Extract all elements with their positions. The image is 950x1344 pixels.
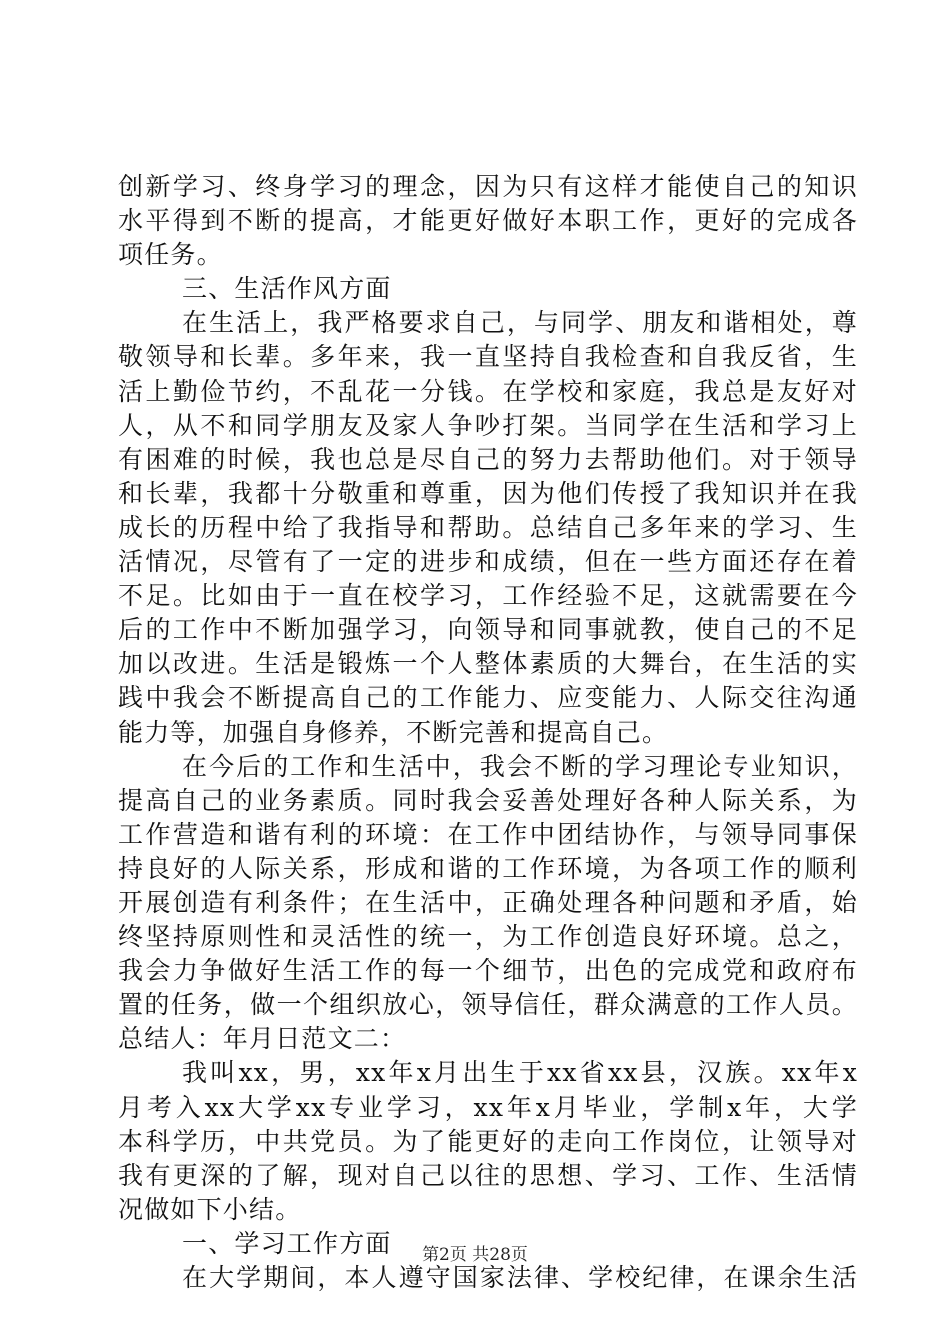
- text-line: 和长辈，我都十分敬重和尊重，因为他们传授了我知识并在我: [118, 478, 858, 508]
- text-line: 人，从不和同学朋友及家人争吵打架。当同学在生活和学习上: [118, 410, 858, 440]
- text-line: 践中我会不断提高自己的工作能力、应变能力、人际交往沟通: [118, 683, 858, 713]
- text-line: 不足。比如由于一直在校学习，工作经验不足，这就需要在今: [118, 581, 858, 611]
- text-line: 工作营造和谐有利的环境：在工作中团结协作，与领导同事保: [118, 819, 858, 849]
- text-line: 在今后的工作和生活中，我会不断的学习理论专业知识，: [182, 751, 858, 781]
- text-line: 持良好的人际关系，形成和谐的工作环境，为各项工作的顺利: [118, 853, 858, 883]
- text-line: 项任务。: [118, 240, 223, 270]
- text-line: 月考入xx大学xx专业学习，xx年x月毕业，学制x年，大学: [118, 1092, 858, 1122]
- text-line: 一、学习工作方面: [182, 1228, 392, 1258]
- text-line: 总结人：年月日范文二：: [118, 1024, 407, 1054]
- text-line: 活情况，尽管有了一定的进步和成绩，但在一些方面还存在着: [118, 547, 858, 577]
- document-body: [118, 170, 858, 1295]
- text-line: 后的工作中不断加强学习，向领导和同事就教，使自己的不足: [118, 615, 858, 645]
- text-line: 在大学期间，本人遵守国家法律、学校纪律，在课余生活: [182, 1263, 858, 1292]
- text-line: 活上勤俭节约，不乱花一分钱。在学校和家庭，我总是友好对: [118, 376, 858, 406]
- text-line: 成长的历程中给了我指导和帮助。总结自己多年来的学习、生: [118, 512, 858, 542]
- text-line: 提高自己的业务素质。同时我会妥善处理好各种人际关系，为: [118, 785, 858, 815]
- text-line: 有困难的时候，我也总是尽自己的努力去帮助他们。对于领导: [118, 444, 858, 474]
- text-line: 在生活上，我严格要求自己，与同学、朋友和谐相处，尊: [182, 308, 858, 338]
- text-line: 终坚持原则性和灵活性的统一，为工作创造良好环境。总之，: [118, 922, 858, 952]
- text-line: 敬领导和长辈。多年来，我一直坚持自我检查和自我反省，生: [118, 342, 858, 372]
- text-line: 我叫xx，男，xx年x月出生于xx省xx县，汉族。xx年x: [182, 1058, 858, 1088]
- text-line: 水平得到不断的提高，才能更好做好本职工作，更好的完成各: [118, 206, 858, 236]
- text-line: 本科学历，中共党员。为了能更好的走向工作岗位，让领导对: [118, 1126, 858, 1156]
- page-footer: 第2页 共28页: [422, 1245, 528, 1265]
- text-line: 加以改进。生活是锻炼一个人整体素质的大舞台，在生活的实: [118, 649, 858, 679]
- text-line: 置的任务，做一个组织放心，领导信任，群众满意的工作人员。: [118, 990, 858, 1020]
- text-line: 创新学习、终身学习的理念，因为只有这样才能使自己的知识: [118, 172, 858, 201]
- text-line: 三、生活作风方面: [182, 274, 392, 304]
- text-line: 我会力争做好生活工作的每一个细节，出色的完成党和政府布: [118, 956, 858, 986]
- text-line: 能力等，加强自身修养，不断完善和提高自己。: [118, 717, 669, 747]
- text-line: 况做如下小结。: [118, 1194, 302, 1224]
- text-line: 我有更深的了解，现对自己以往的思想、学习、工作、生活情: [118, 1160, 858, 1190]
- text-line: 开展创造有利条件；在生活中，正确处理各种问题和矛盾，始: [118, 887, 858, 917]
